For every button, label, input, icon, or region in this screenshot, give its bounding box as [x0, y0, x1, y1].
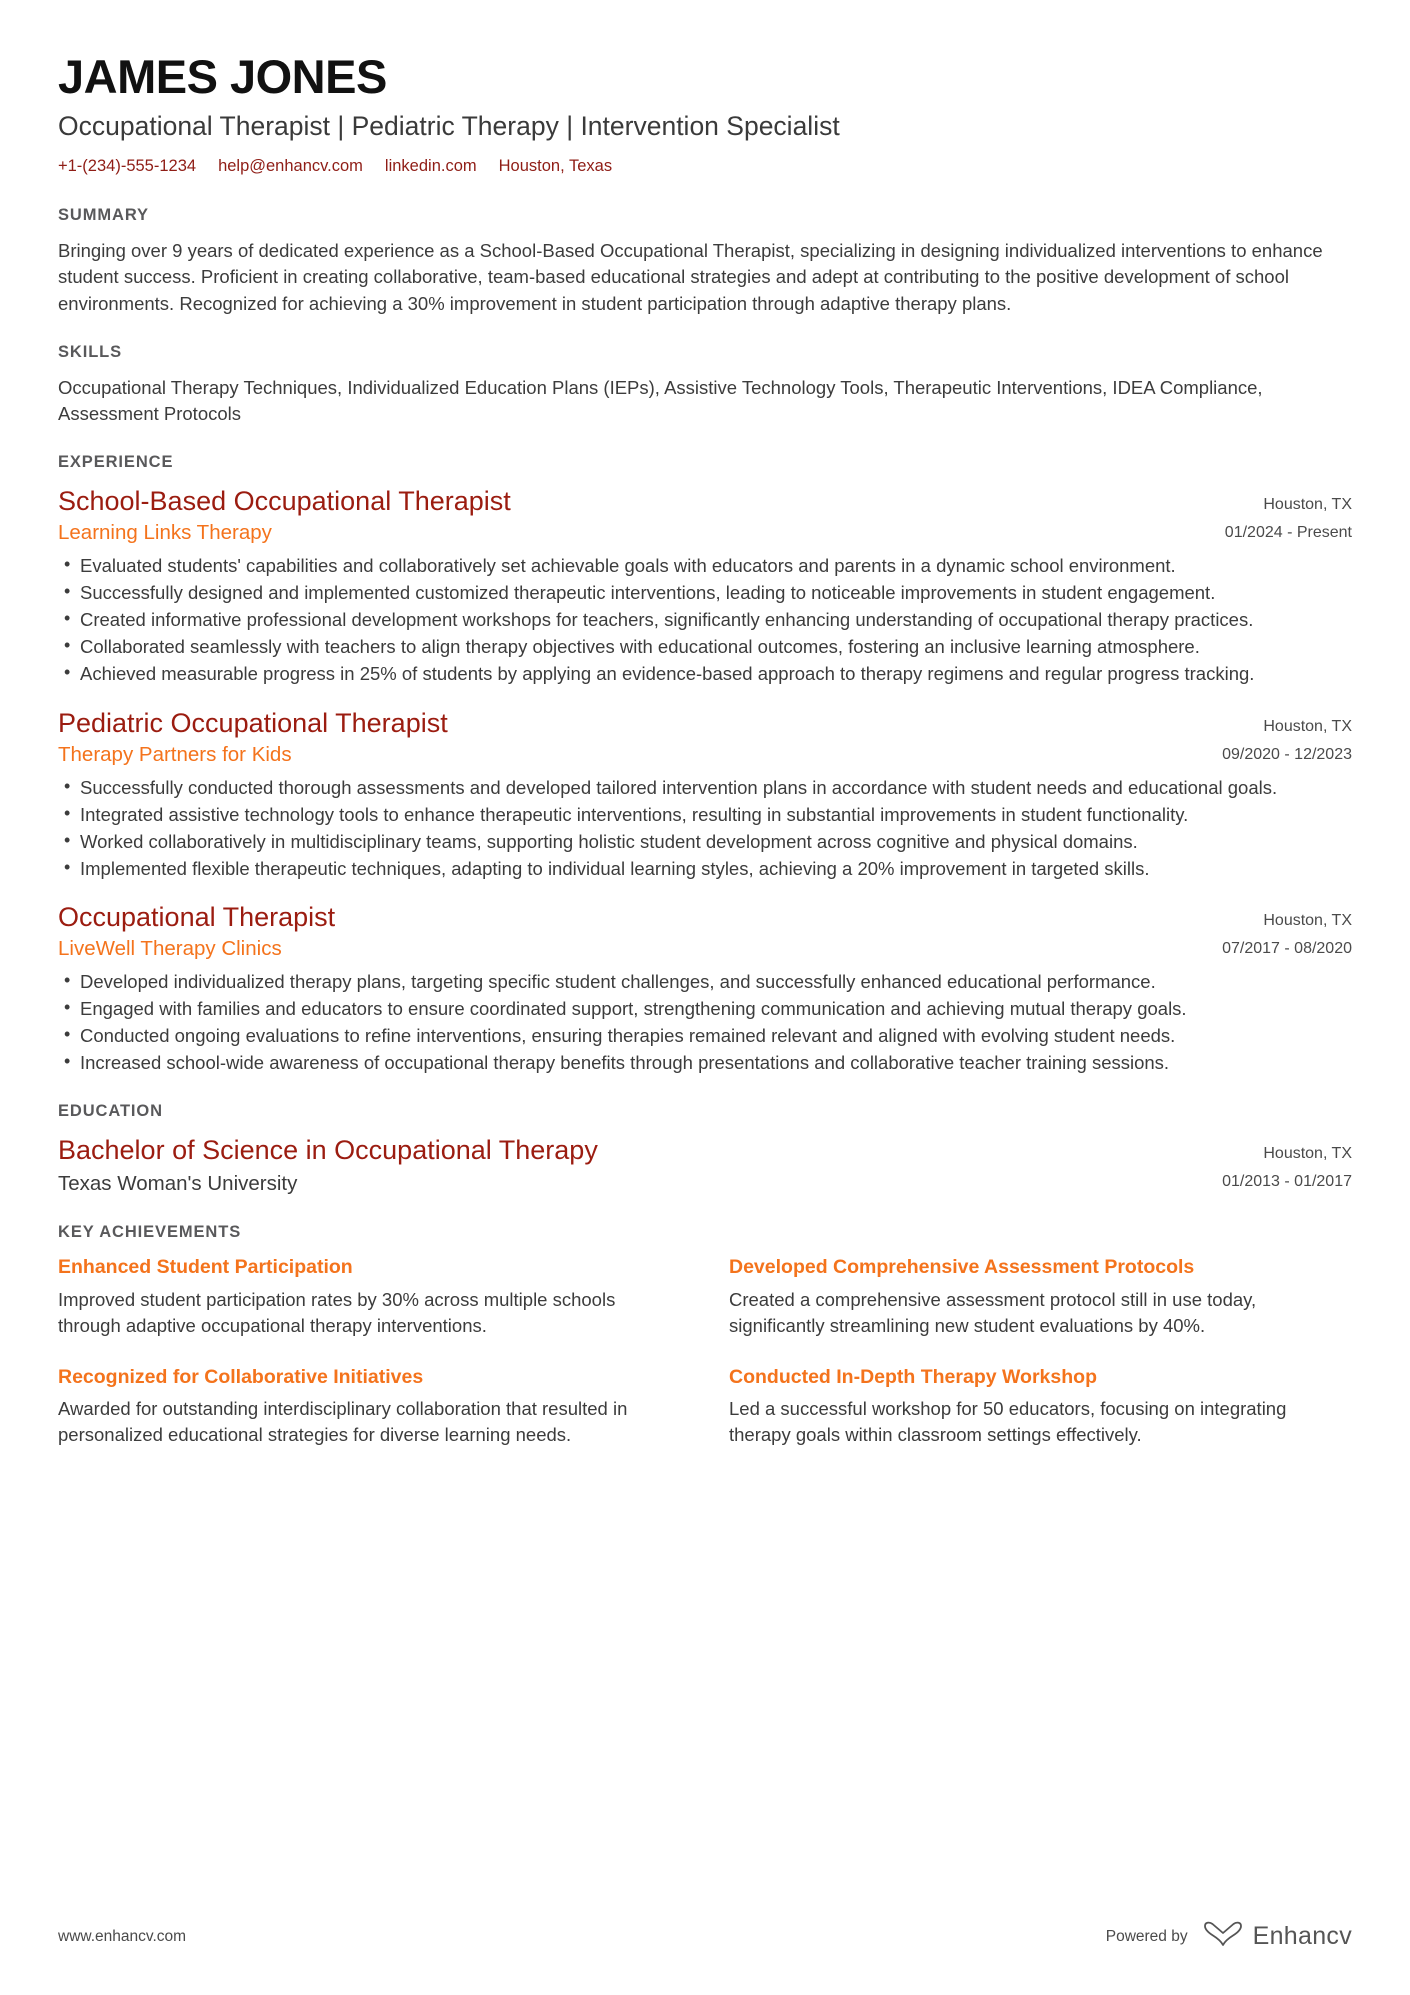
summary-text: Bringing over 9 years of dedicated experience as a School-Based Occupational Therapist, specializing in designing individualized interventions to enhance student success. Proficient in creating collaborative, team-based educational strategies and adept at contributing to the positive development of school environments. Recognized for achieving a 30% improvement in student participation through adaptive therapy plans.	[58, 240, 1323, 314]
achievement-title: Enhanced Student Participation	[58, 1256, 353, 1279]
job-bullet: • Created informative professional development workshops for teachers, significantly enhancing understanding of occupational therapy practices.	[58, 607, 1352, 633]
achievement-item	[729, 1365, 1352, 1448]
experience-heading: EXPERIENCE	[58, 453, 174, 472]
section-experience	[58, 453, 1352, 1076]
skills-text: Occupational Therapy Techniques, Individualized Education Plans (IEPs), Assistive Technology Tools, Therapeutic Interventions, IDEA Compliance, Assessment Protocols	[58, 376, 1263, 425]
achievements-grid	[58, 1255, 1352, 1447]
experience-entry	[58, 707, 1352, 882]
job-dates: 09/2020 - 12/2023	[1222, 745, 1352, 763]
skills-heading: SKILLS	[58, 342, 123, 361]
achievement-title: Developed Comprehensive Assessment Protocols	[729, 1256, 1195, 1279]
job-title: Occupational Therapist	[58, 902, 336, 933]
company-name: LiveWell Therapy Clinics	[58, 937, 282, 961]
enhancv-brand	[1202, 1920, 1352, 1953]
achievements-heading: KEY ACHIEVEMENTS	[58, 1223, 242, 1242]
job-bullets	[58, 553, 1352, 686]
job-bullet: • Successfully designed and implemented customized therapeutic interventions, leading to noticeable improvements in student engagement.	[58, 580, 1352, 606]
enhancv-logo-icon	[1202, 1920, 1244, 1953]
job-title: School-Based Occupational Therapist	[58, 486, 511, 517]
summary-heading: SUMMARY	[58, 206, 149, 225]
job-bullet: • Implemented flexible therapeutic techniques, adapting to individual learning styles, achieving a 20% improvement in targeted skills.	[58, 856, 1352, 882]
job-bullet: • Increased school-wide awareness of occupational therapy benefits through presentations and collaborative teacher training sessions.	[58, 1050, 1352, 1076]
job-bullet: • Worked collaboratively in multidisciplinary teams, supporting holistic student development across cognitive and physical domains.	[58, 829, 1352, 855]
job-dates: 01/2024 - Present	[1224, 524, 1352, 542]
education-entry-meta	[1204, 1134, 1352, 1196]
education-entry-head	[58, 1134, 1352, 1197]
education-location: Houston, TX	[1263, 1145, 1352, 1163]
achievement-item	[58, 1255, 681, 1338]
achievement-item	[58, 1365, 681, 1448]
experience-entry-head	[58, 485, 1352, 547]
education-dates: 01/2013 - 01/2017	[1222, 1173, 1352, 1191]
company-name: Therapy Partners for Kids	[58, 742, 292, 766]
job-bullet: • Integrated assistive technology tools to enhance therapeutic interventions, resulting in substantial improvements in student functionality.	[58, 802, 1352, 828]
achievement-title: Recognized for Collaborative Initiatives	[58, 1365, 424, 1388]
candidate-headline: Occupational Therapist | Pediatric Therapy | Intervention Specialist	[58, 111, 840, 142]
job-bullet: • Developed individualized therapy plans, targeting specific student challenges, and successfully enhanced educational performance.	[58, 969, 1352, 995]
education-entry-left	[58, 1134, 1204, 1197]
education-heading: EDUCATION	[58, 1102, 163, 1121]
achievement-title: Conducted In-Depth Therapy Workshop	[729, 1365, 1097, 1388]
section-skills	[58, 343, 1352, 428]
job-title: Pediatric Occupational Therapist	[58, 707, 448, 738]
job-bullets	[58, 775, 1352, 882]
contact-row	[58, 157, 1352, 176]
achievement-description: Improved student participation rates by 30% across multiple schools through adaptive occupational therapy interventions.	[58, 1288, 616, 1336]
job-bullet: • Conducted ongoing evaluations to refine interventions, ensuring therapies remained relevant and aligned with evolving student needs.	[58, 1023, 1352, 1049]
achievement-description: Created a comprehensive assessment protocol still in use today, significantly streamlining new student evaluations by 40%.	[729, 1288, 1257, 1336]
section-key-achievements	[58, 1223, 1352, 1447]
experience-entry-meta	[1204, 707, 1352, 769]
experience-entry	[58, 485, 1352, 686]
candidate-name: JAMES JONES	[58, 50, 387, 103]
job-bullet: • Successfully conducted thorough assessments and developed tailored intervention plans in accordance with student needs and educational goals.	[58, 775, 1352, 801]
contact-phone[interactable]: +1-(234)-555-1234	[58, 157, 197, 176]
degree-title: Bachelor of Science in Occupational Therapy	[58, 1135, 598, 1166]
powered-by-label: Powered by	[1105, 1927, 1188, 1945]
experience-entry-meta	[1207, 485, 1352, 547]
company-name: Learning Links Therapy	[58, 521, 272, 545]
education-entry	[58, 1134, 1352, 1197]
achievement-description: Awarded for outstanding interdisciplinary collaboration that resulted in personalized educational strategies for diverse learning needs.	[58, 1397, 628, 1445]
footer-website[interactable]: www.enhancv.com	[58, 1927, 187, 1945]
job-bullet: • Achieved measurable progress in 25% of students by applying an evidence-based approach to therapy regimens and regular progress tracking.	[58, 661, 1352, 687]
section-education	[58, 1102, 1352, 1197]
contact-email[interactable]: help@enhancv.com	[218, 157, 363, 176]
job-bullets	[58, 969, 1352, 1076]
resume-header	[58, 52, 1352, 176]
job-bullet: • Collaborated seamlessly with teachers to align therapy objectives with educational outcomes, fostering an inclusive learning atmosphere.	[58, 634, 1352, 660]
achievement-item	[729, 1255, 1352, 1338]
experience-entry-left	[58, 707, 1204, 768]
experience-entry-head	[58, 707, 1352, 769]
experience-entry-left	[58, 901, 1204, 962]
page-footer	[58, 1920, 1352, 1953]
job-location: Houston, TX	[1263, 717, 1352, 735]
job-bullet: • Engaged with families and educators to ensure coordinated support, strengthening communication and achieving mutual therapy goals.	[58, 996, 1352, 1022]
contact-linkedin[interactable]: linkedin.com	[384, 157, 477, 176]
section-summary	[58, 206, 1352, 317]
experience-entry-left	[58, 485, 1207, 546]
job-bullet: • Evaluated students' capabilities and collaboratively set achievable goals with educators and parents in a dynamic school environment.	[58, 553, 1352, 579]
job-dates: 07/2017 - 08/2020	[1222, 940, 1352, 958]
powered-by-block	[1106, 1920, 1352, 1953]
job-location: Houston, TX	[1263, 496, 1352, 514]
school-name: Texas Woman's University	[58, 1171, 298, 1195]
experience-entry-meta	[1204, 901, 1352, 963]
experience-entry-head	[58, 901, 1352, 963]
enhancv-brand-name: Enhancv	[1252, 1922, 1352, 1950]
contact-location: Houston, Texas	[498, 157, 613, 176]
achievement-description: Led a successful workshop for 50 educators, focusing on integrating therapy goals within classroom settings effectively.	[729, 1397, 1287, 1445]
job-location: Houston, TX	[1263, 912, 1352, 930]
experience-entry	[58, 901, 1352, 1076]
